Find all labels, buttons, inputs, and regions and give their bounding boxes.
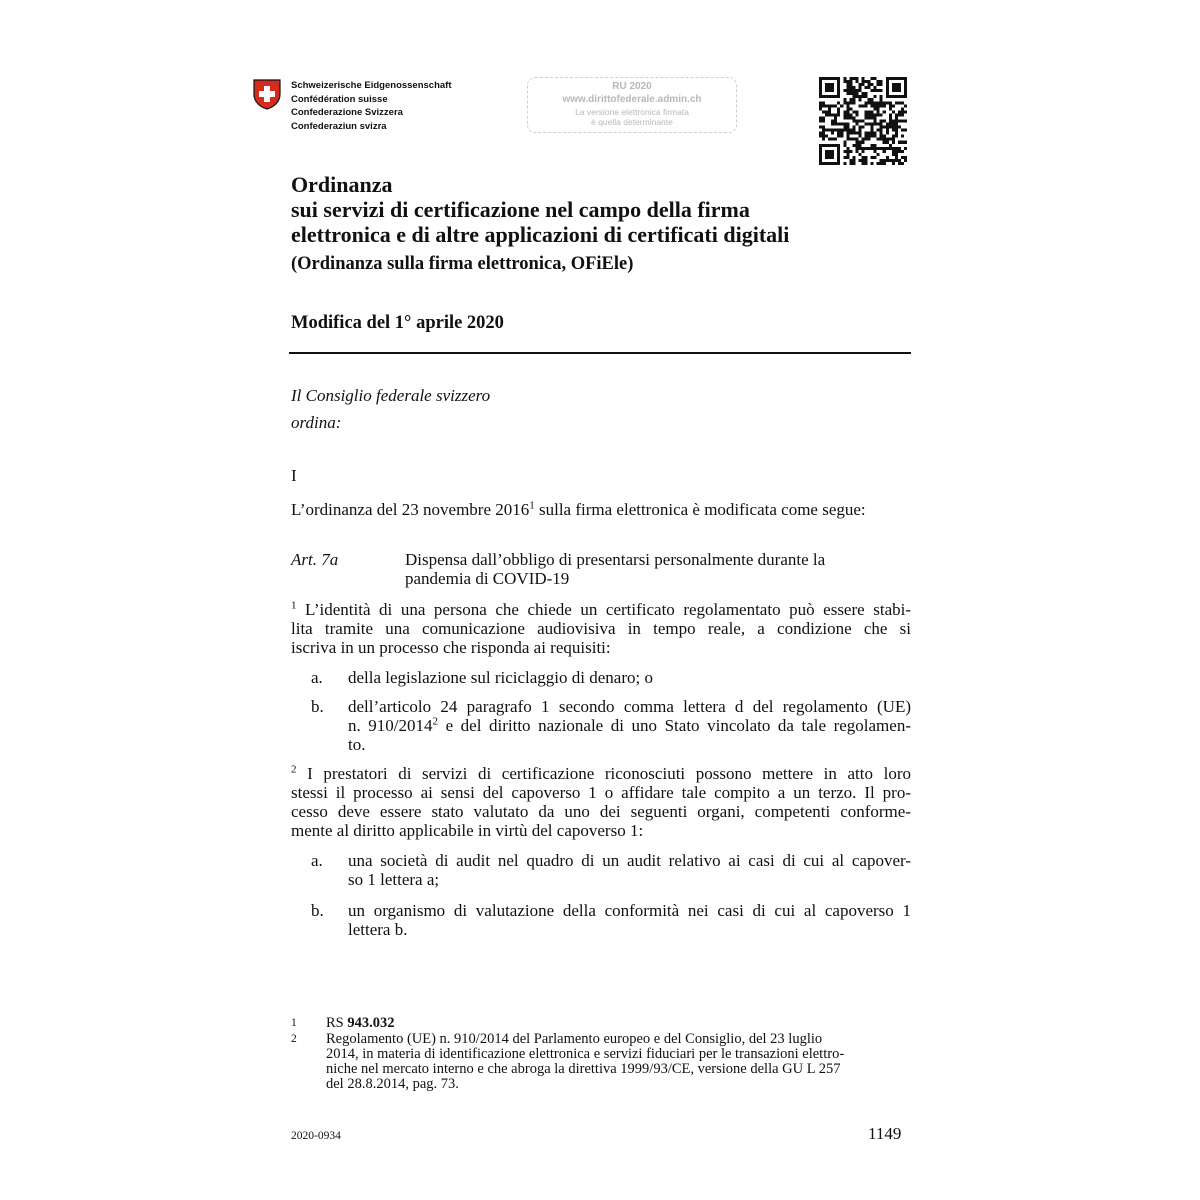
list-text-part: n. 910/2014 — [348, 716, 433, 735]
footnote-ref-1: 1 — [529, 499, 535, 512]
footnote-text: Regolamento (UE) n. 910/2014 del Parlamento europeo e del Consiglio, del 23 luglio — [326, 1031, 823, 1047]
confederation-name-it: Confederazione Svizzera — [291, 107, 403, 118]
list-label: b. — [311, 697, 324, 716]
preamble — [291, 382, 490, 436]
stamp-note-1: La versione elettronica firmata — [575, 107, 689, 117]
article-title — [405, 550, 911, 588]
list-text: una società di audit nel quadro di un audit relativo ai casi di cui al capover- — [348, 851, 911, 870]
paragraph-2 — [291, 764, 911, 840]
footnote-reference: 943.032 — [347, 1015, 395, 1031]
list-text: so 1 lettera a; — [348, 870, 440, 889]
title-divider — [289, 352, 911, 354]
list-text: della legislazione sul riciclaggio di denaro; o — [348, 668, 653, 687]
paragraph-line: cesso deve essere stato valutato da uno dei seguenti organi, competenti conforme- — [291, 802, 911, 821]
list-label: a. — [311, 668, 323, 687]
paragraph-line: lita tramite una comunicazione audiovisiva in tempo reale, a condizione che si — [291, 619, 911, 638]
swiss-coat-of-arms-icon — [252, 78, 282, 110]
stamp-note-2: è quella determinante — [591, 117, 673, 127]
article-number: Art. 7a — [291, 550, 339, 569]
preamble-line-2: ordina: — [291, 413, 342, 432]
confederation-name-de: Schweizerische Eidgenossenschaft — [291, 80, 452, 91]
footnote-prefix: RS — [326, 1015, 348, 1031]
stamp-collection: RU 2020 — [612, 81, 652, 92]
short-title: (Ordinanza sulla firma elettronica, OFiEle) — [291, 254, 634, 274]
amendment-intro — [291, 500, 911, 520]
list-label: b. — [311, 901, 324, 920]
title-line-1: Ordinanza — [291, 172, 393, 197]
footnote-text — [326, 1016, 911, 1031]
section-numeral: I — [291, 466, 297, 485]
title-line-2: sui servizi di certificazione nel campo della firma — [291, 197, 750, 222]
intro-text: L’ordinanza del 23 novembre 2016 — [291, 500, 530, 519]
confederation-name-fr: Confédération suisse — [291, 93, 388, 105]
confederation-name-rm: Confederaziun svizra — [291, 120, 387, 132]
page-number: 1149 — [868, 1124, 902, 1143]
footnote-text: 2014, in materia di identificazione elettronica e servizi fiduciari per le transazioni elettro- — [326, 1046, 845, 1062]
list-text: un organismo di valutazione della conformità nei casi di cui al capoverso 1 — [348, 901, 911, 920]
article-title-line-2: pandemia di COVID-19 — [405, 569, 570, 588]
official-publication-stamp — [527, 77, 737, 133]
article-title-line-1: Dispensa dall’obbligo di presentarsi personalmente durante la — [405, 550, 826, 569]
title-line-3: elettronica e di altre applicazioni di certificati digitali — [291, 222, 790, 247]
footnote-text: del 28.8.2014, pag. 73. — [326, 1076, 459, 1092]
footnote-number: 2 — [291, 1033, 297, 1045]
confederation-names — [291, 79, 452, 133]
paragraph-line — [291, 764, 911, 783]
document-number: 2020-0934 — [291, 1130, 341, 1142]
paragraph-1 — [291, 600, 911, 657]
paragraph-number: 2 — [291, 763, 297, 776]
list-text-part: e del diritto nazionale di uno Stato vincolato da tale regolamen- — [438, 716, 911, 735]
list-text: dell’articolo 24 paragrafo 1 secondo comma lettera d del regolamento (UE) — [348, 697, 911, 716]
list-text: lettera b. — [348, 920, 408, 939]
footnote-number: 1 — [291, 1017, 297, 1029]
paragraph-number: 1 — [291, 599, 297, 612]
preamble-line-1: Il Consiglio federale svizzero — [291, 386, 491, 405]
stamp-website: www.dirittofederale.admin.ch — [562, 94, 702, 105]
paragraph-line — [291, 600, 911, 619]
paragraph-text: L’identità di una persona che chiede un certificato regolamentato può essere stabi- — [296, 600, 911, 619]
paragraph-line: stessi il processo ai sensi del capoverso 1 o affidare tale compito a un terzo. Il pro- — [291, 783, 911, 802]
list-text — [348, 716, 911, 735]
paragraph-line: mente al diritto applicabile in virtù del capoverso 1: — [291, 821, 644, 840]
intro-text-end: sulla firma elettronica è modificata come segue: — [534, 500, 866, 519]
list-label: a. — [311, 851, 323, 870]
list-text: to. — [348, 735, 366, 754]
paragraph-text: I prestatori di servizi di certificazione riconosciuti possono mettere in atto loro — [296, 764, 911, 783]
document-title — [291, 172, 911, 247]
qr-code-icon — [819, 77, 907, 165]
footnote-ref-2: 2 — [432, 715, 439, 728]
footnote-text: niche nel mercato interno e che abroga la direttiva 1999/93/CE, versione della GU L 257 — [326, 1061, 841, 1077]
amendment-date: Modifica del 1° aprile 2020 — [291, 313, 504, 333]
paragraph-line: iscriva in un processo che risponda ai requisiti: — [291, 638, 611, 657]
